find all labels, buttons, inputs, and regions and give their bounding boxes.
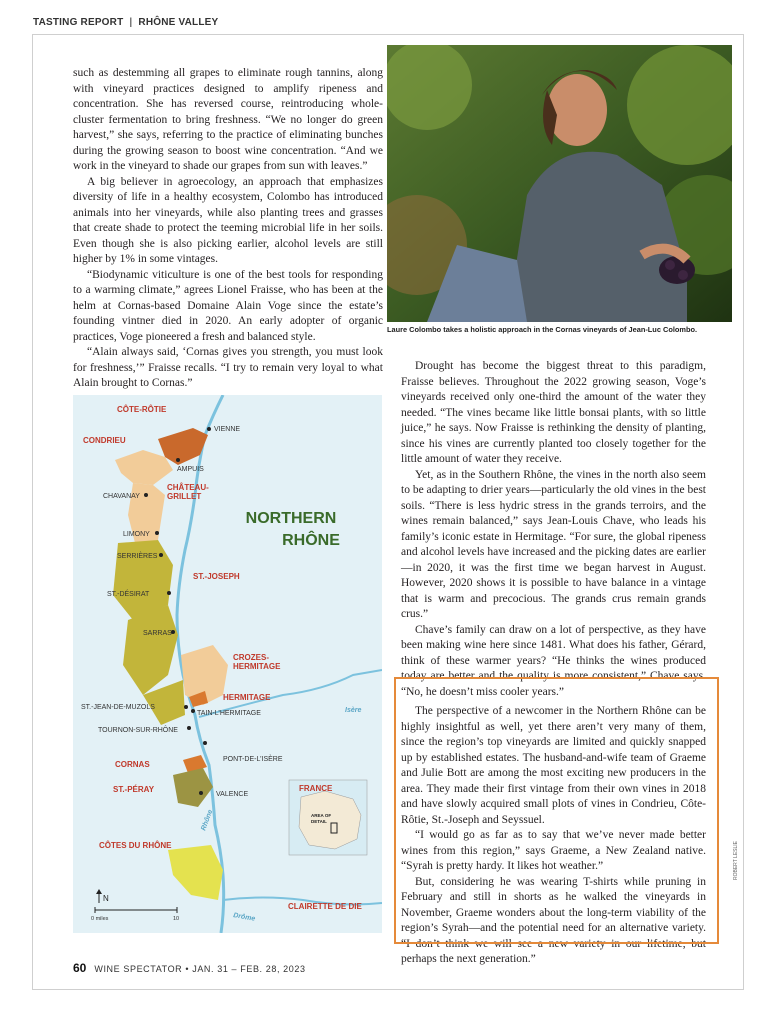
paragraph: But, considering he was wearing T-shirts while pruning in February and still in shorts as he walked the vineyards in November, Graeme wonders about the long-term viability of the region’s Syrah—and the potential need for an alternative variety. “I don’t think we will see a new variety in our lifetime, but perhaps the next generation.”	[401, 875, 706, 965]
paragraph: “I would go as far as to say that we’ve never made better wines from this region,” says Graeme, a New Zealand native. “Syrah is pretty hardy. It likes hot weather.”	[401, 829, 706, 872]
label-cote-rotie: CÔTE-RÔTIE	[117, 405, 167, 414]
town-chavanay: CHAVANAY	[103, 493, 140, 500]
town-serrieres: SERRIÈRES	[117, 553, 158, 560]
photo-credit: ROBERT LESLIE	[733, 841, 739, 880]
left-column	[73, 66, 383, 392]
town-vienne: VIENNE	[214, 426, 241, 433]
header-region: RHÔNE VALLEY	[138, 17, 219, 28]
label-cornas: CORNAS	[115, 760, 150, 769]
footer-text: WINE SPECTATOR • JAN. 31 – FEB. 28, 2023	[94, 964, 306, 974]
river-label-rhone: Rhône	[200, 808, 215, 832]
header-divider: |	[129, 17, 133, 28]
town-tournon-sur-rhone: TOURNON-SUR-RHÔNE	[98, 727, 178, 734]
town-tain-lhermitage: TAIN-L’HERMITAGE	[197, 710, 261, 717]
paragraph: such as destemming all grapes to eliminate rough tannins, along with vineyard practices designed to amplify ripeness and concentration. She has reversed course, reintroducing whole-cluster fermentation to bring freshness. “We no longer do green harvest,” she says, referring to the practice of eliminating bunches during the growing season to boost wine concentration. “And we work in the vineyard to shade our grapes from sun with leaves.”	[73, 67, 383, 172]
town-limony: LIMONY	[123, 531, 150, 538]
town-ampuis: AMPUIS	[177, 466, 204, 473]
label-crozes-2: HERMITAGE	[233, 662, 281, 671]
town-st-jean-de-muzols: ST.-JEAN-DE-MUZOLS	[81, 704, 155, 711]
paragraph: Yet, as in the Southern Rhône, the vines in the north also seem to be adapting to drier years—particularly the old vines in the best soils. “There is less hydric stress in the grands terroirs, and the wines remain balanced,” says Jean-Louis Chave, who leads his family’s iconic estate in Hermitage. “For sure, the global ripeness and alcohol levels have increased and the picking dates are earlier—in 2020, it was the first time we began harvest in August. However, 2020 shows it is possible to have balance in a vintage that is warm and precocious. The grands crus remain grands crus.”	[401, 468, 706, 620]
river-label-isere: Isère	[345, 707, 362, 714]
label-hermitage: HERMITAGE	[223, 693, 271, 702]
inset-area-2: DETAIL	[311, 819, 327, 824]
northern-rhone-map	[73, 395, 382, 933]
highlight-box	[394, 677, 719, 944]
town-pont-de-lisere: PONT-DE-L’ISÈRE	[223, 756, 283, 763]
page-footer	[73, 961, 306, 975]
paragraph: The perspective of a newcomer in the Northern Rhône can be highly insightful as well, yet there aren’t very many of them, since the region’s top vineyards are limited and quickly snapped up by established estates. The husband-and-wife team of Graeme and Julie Bott are among the most exciting new producers in the area. They made their first vintage from their own vines in 2018 and have slowly acquired small plots of vines in Condrieu, Côte-Rôtie, St.-Joseph and Seyssuel.	[401, 705, 706, 826]
header-section: TASTING REPORT	[33, 17, 124, 28]
paragraph: Drought has become the biggest threat to this paradigm, Fraisse believes. Throughout the 2022 growing season, Voge’s vineyards received only one-third the amount of the water they needed. “The vines became like little bonsai plants, with so little juice,” he says. Now Fraisse is rethinking the density of planting, since his vines are currently planted too closely together for the little amount of water they receive.	[401, 360, 706, 465]
label-clairette-de-die: CLAIRETTE DE DIE	[288, 902, 362, 911]
running-header	[33, 17, 218, 28]
label-condrieu: CONDRIEU	[83, 436, 126, 445]
map-title-line1: NORTHERN	[245, 510, 337, 527]
town-valence: VALENCE	[216, 791, 249, 798]
paragraph: A big believer in agroecology, an approach that emphasizes diversity of life in a healthy ecosystem, Colombo has introduced animals into her vineyards, while also planting trees and grasses that create shade to protect the teeming microbial life in her soils. Even though she is also picking earlier, alcohol levels are still higher by 1% in some vintages.	[73, 175, 383, 265]
inset-area-1: AREA OF	[311, 813, 332, 818]
label-st-joseph: ST.-JOSEPH	[193, 572, 240, 581]
paragraph: Chave’s family can draw on a lot of perspective, as they have been making wine here since 1481. What does his father, Gérard, think of these warmer years? “He thinks the wines produced today are better and the quality is more consistent,” Chave says. “No, he doesn’t miss cooler years.”	[401, 623, 706, 698]
river-label-drome: Drôme	[232, 912, 256, 923]
town-st-desirat: ST.-DÉSIRAT	[107, 591, 150, 598]
map-title-line2: RHÔNE	[282, 532, 340, 549]
france-inset	[289, 780, 367, 855]
paragraph: “Alain always said, ‘Cornas gives you strength, you must look for freshness,’” Fraisse recalls. “I try to remain very loyal to what Alain brought to Cornas.”	[73, 346, 383, 389]
scale-start: 0 miles	[91, 916, 109, 922]
label-st-peray: ST.-PÉRAY	[113, 785, 155, 794]
inset-label-france: FRANCE	[299, 784, 333, 793]
photo-caption: Laure Colombo takes a holistic approach in the Cornas vineyards of Jean-Luc Colombo.	[387, 325, 698, 334]
paragraph: “Biodynamic viticulture is one of the best tools for responding to a warming climate,” agrees Lionel Fraisse, who has been at the helm at Cornas-based Domaine Alain Voge since the estate’s founding vintner died in 2020. An early adopter of organic practices, Voge pioneered a fresh and balanced style.	[73, 268, 383, 343]
scale-end: 10	[173, 916, 180, 922]
label-crozes-1: CROZES-	[233, 653, 269, 662]
label-chateau-grillet-1: CHÂTEAU-	[167, 483, 209, 492]
page-number: 60	[73, 961, 87, 975]
label-cotes-du-rhone: CÔTES DU RHÔNE	[99, 841, 172, 850]
town-sarras: SARRAS	[143, 630, 172, 637]
label-chateau-grillet-2: GRILLET	[167, 492, 202, 501]
vineyard-photo	[387, 45, 732, 322]
north-label: N	[103, 894, 109, 903]
